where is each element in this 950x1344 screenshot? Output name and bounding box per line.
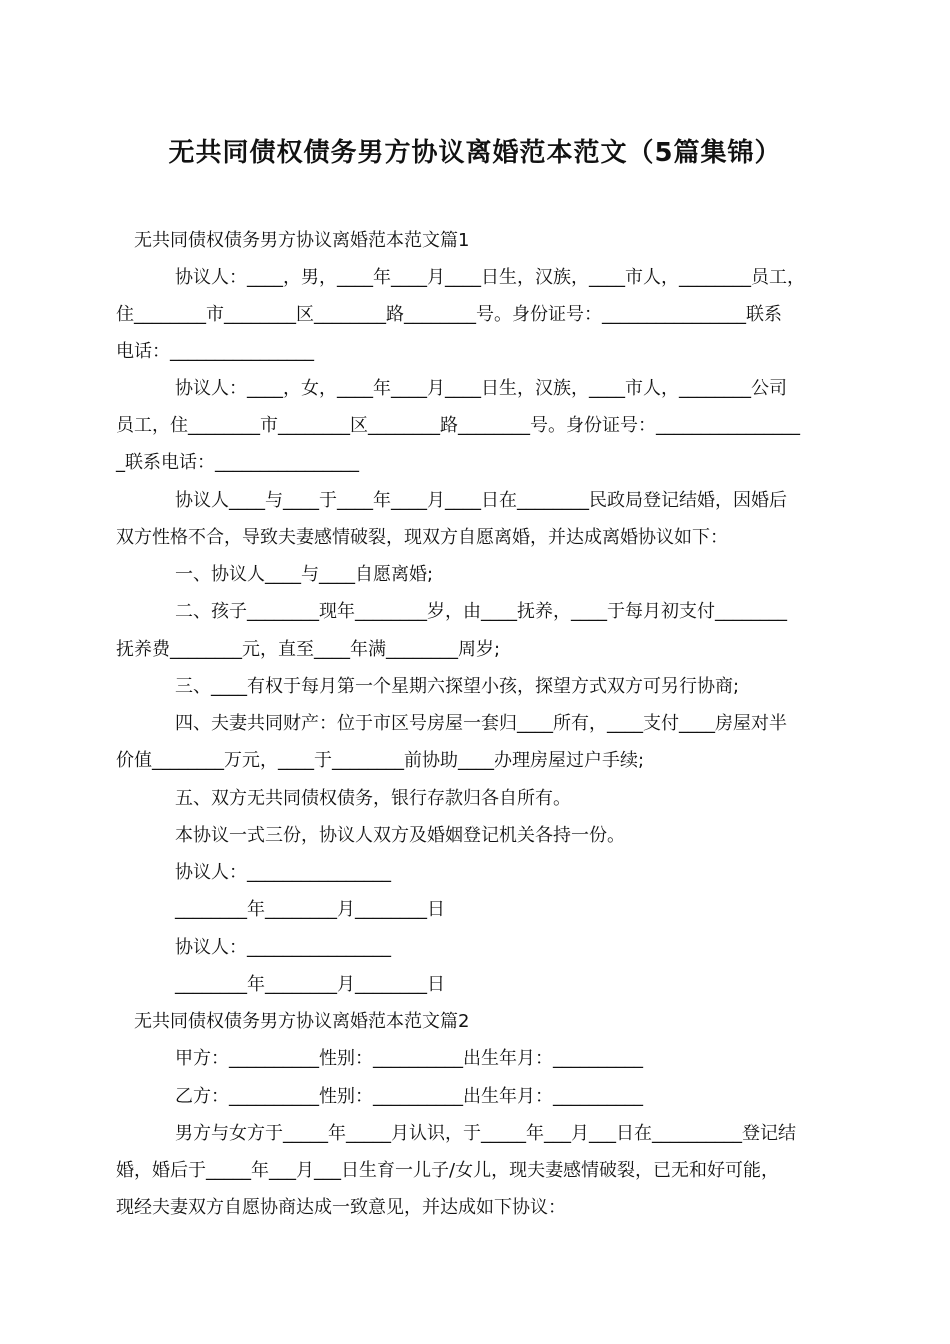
- paragraph-line: _联系电话：________________: [116, 452, 359, 473]
- party-info-line: 甲方：__________性别：__________出生年月：__________: [175, 1048, 643, 1069]
- date-line: ________年________月________日: [175, 974, 445, 995]
- signature-line: 协议人：________________: [175, 937, 391, 958]
- paragraph-line: 价值________万元，____于________前协助____办理房屋过户手续;: [116, 750, 645, 771]
- paragraph-line: 住________市________区________路________号。身份证号：________________联系: [116, 304, 782, 325]
- section-heading: 无共同债权债务男方协议离婚范本范文篇2: [134, 1011, 470, 1032]
- paragraph-line: 协议人：____，男，____年____月____日生，汉族，____市人，________员工，: [175, 267, 805, 288]
- document-title: 无共同债权债务男方协议离婚范本范文（5篇集锦）: [168, 138, 782, 168]
- paragraph-line: 员工，住________市________区________路________号。身份证号：________________: [116, 415, 800, 436]
- list-item: 三、____有权于每月第一个星期六探望小孩，探望方式双方可另行协商;: [175, 676, 740, 697]
- paragraph-line: 电话：________________: [116, 341, 314, 362]
- list-item: 四、夫妻共同财产：位于市区号房屋一套归____所有，____支付____房屋对半: [175, 713, 787, 734]
- paragraph-line: 现经夫妻双方自愿协商达成一致意见，并达成如下协议：: [116, 1197, 566, 1218]
- paragraph-line: 本协议一式三份，协议人双方及婚姻登记机关各持一份。: [175, 825, 625, 846]
- party-info-line: 乙方：__________性别：__________出生年月：__________: [175, 1086, 643, 1107]
- paragraph-line: 男方与女方于_____年_____月认识，于_____年___月___日在__________登记结: [175, 1123, 796, 1144]
- list-item: 五、双方无共同债权债务，银行存款归各自所有。: [175, 788, 571, 809]
- date-line: ________年________月________日: [175, 899, 445, 920]
- paragraph-line: 协议人____与____于____年____月____日在________民政局登记结婚，因婚后: [175, 490, 787, 511]
- paragraph-line: 双方性格不合，导致夫妻感情破裂，现双方自愿离婚，并达成离婚协议如下：: [116, 527, 728, 548]
- list-item: 一、协议人____与____自愿离婚;: [175, 564, 434, 585]
- paragraph-line: 协议人：____，女，____年____月____日生，汉族，____市人，________公司: [175, 378, 787, 399]
- paragraph-line: 婚，婚后于_____年___月___日生育一儿子/女儿，现夫妻感情破裂，已无和好可能，: [116, 1160, 780, 1181]
- signature-line: 协议人：________________: [175, 862, 391, 883]
- list-item: 二、孩子________现年________岁，由____抚养，____于每月初支付________: [175, 601, 787, 622]
- paragraph-line: 抚养费________元，直至____年满________周岁;: [116, 639, 501, 660]
- section-heading: 无共同债权债务男方协议离婚范本范文篇1: [134, 230, 470, 251]
